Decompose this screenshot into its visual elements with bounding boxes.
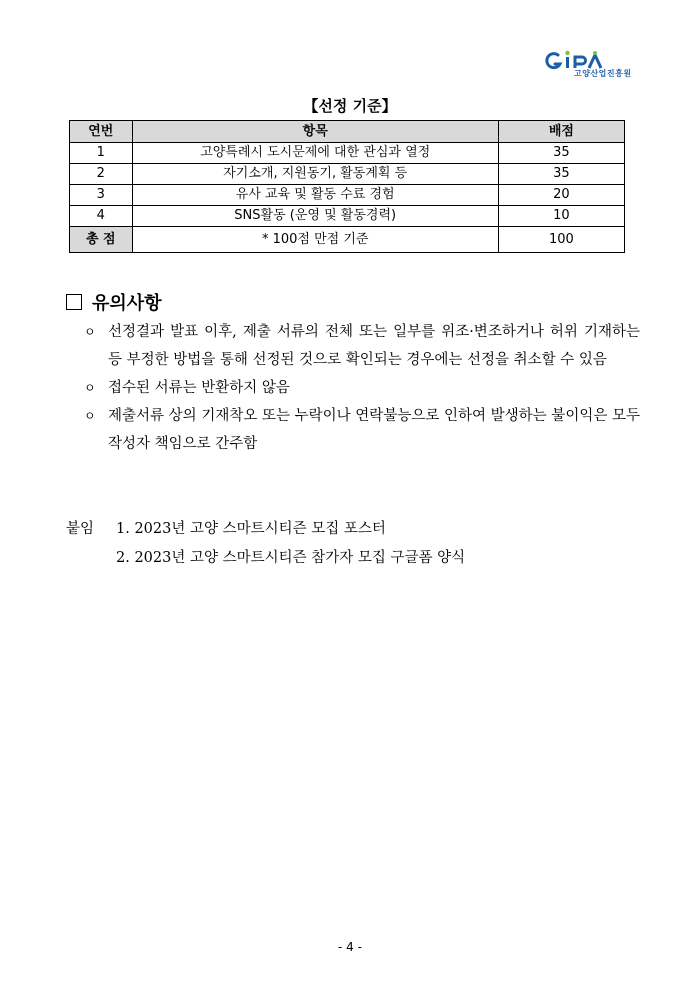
attachment-item: 2. 2023년 고양 스마트시티즌 참가자 모집 구글폼 양식 <box>116 550 466 566</box>
row-item: SNS활동 (운영 및 활동경력) <box>132 206 498 227</box>
row-score: 20 <box>498 185 624 206</box>
row-number: 1 <box>70 143 133 164</box>
total-score: 100 <box>498 227 624 253</box>
row-number: 4 <box>70 206 133 227</box>
bullet-circle-icon: ㅇ <box>84 381 96 395</box>
table-row <box>70 206 625 227</box>
table-row <box>70 185 625 206</box>
table-row <box>70 143 625 164</box>
attachments-label: 붙임 <box>66 521 95 537</box>
note-text: 접수된 서류는 반환하지 않음 <box>108 380 290 396</box>
note-text: 선정결과 발표 이후, 제출 서류의 전체 또는 일부를 위조·변조하거나 허위 기재하는 등 부정한 방법을 통해 선정된 것으로 확인되는 경우에는 선정을 취소할 수 있음 <box>108 324 640 368</box>
header-item: 항목 <box>132 121 498 143</box>
total-item: * 100점 만점 기준 <box>132 227 498 253</box>
attachment-item: 1. 2023년 고양 스마트시티즌 모집 포스터 <box>116 521 386 537</box>
bullet-circle-icon: ㅇ <box>84 325 96 339</box>
notes-heading-text: 유의사항 <box>92 293 162 314</box>
row-item: 유사 교육 및 활동 수료 경험 <box>132 185 498 206</box>
selection-criteria-table <box>69 120 625 253</box>
gipa-logo <box>544 50 644 82</box>
row-score: 10 <box>498 206 624 227</box>
row-number: 2 <box>70 164 133 185</box>
table-title: 【선정 기준】 <box>303 97 397 115</box>
note-text: 제출서류 상의 기재착오 또는 누락이나 연락불능으로 인하여 발생하는 불이익은 모두 작성자 책임으로 간주함 <box>108 408 640 452</box>
checkbox-square-icon <box>66 294 82 310</box>
table-row <box>70 164 625 185</box>
row-item: 고양특례시 도시문제에 대한 관심과 열정 <box>132 143 498 164</box>
attachments <box>66 515 465 573</box>
table-total-row <box>70 227 625 253</box>
row-score: 35 <box>498 164 624 185</box>
row-item: 자기소개, 지원동기, 활동계획 등 <box>132 164 498 185</box>
header-number: 연번 <box>70 121 133 143</box>
header-score: 배점 <box>498 121 624 143</box>
logo-text: 고양산업진흥원 <box>574 69 632 78</box>
page-number: - 4 - <box>338 940 362 954</box>
total-label: 총 점 <box>70 227 133 253</box>
attachments-list <box>116 515 465 573</box>
list-item <box>80 374 640 402</box>
list-item <box>80 318 640 374</box>
bullet-circle-icon: ㅇ <box>84 409 96 423</box>
row-score: 35 <box>498 143 624 164</box>
notes-list <box>80 318 640 458</box>
notes-heading <box>66 289 162 315</box>
table-header-row <box>70 121 625 143</box>
row-number: 3 <box>70 185 133 206</box>
list-item <box>80 402 640 458</box>
